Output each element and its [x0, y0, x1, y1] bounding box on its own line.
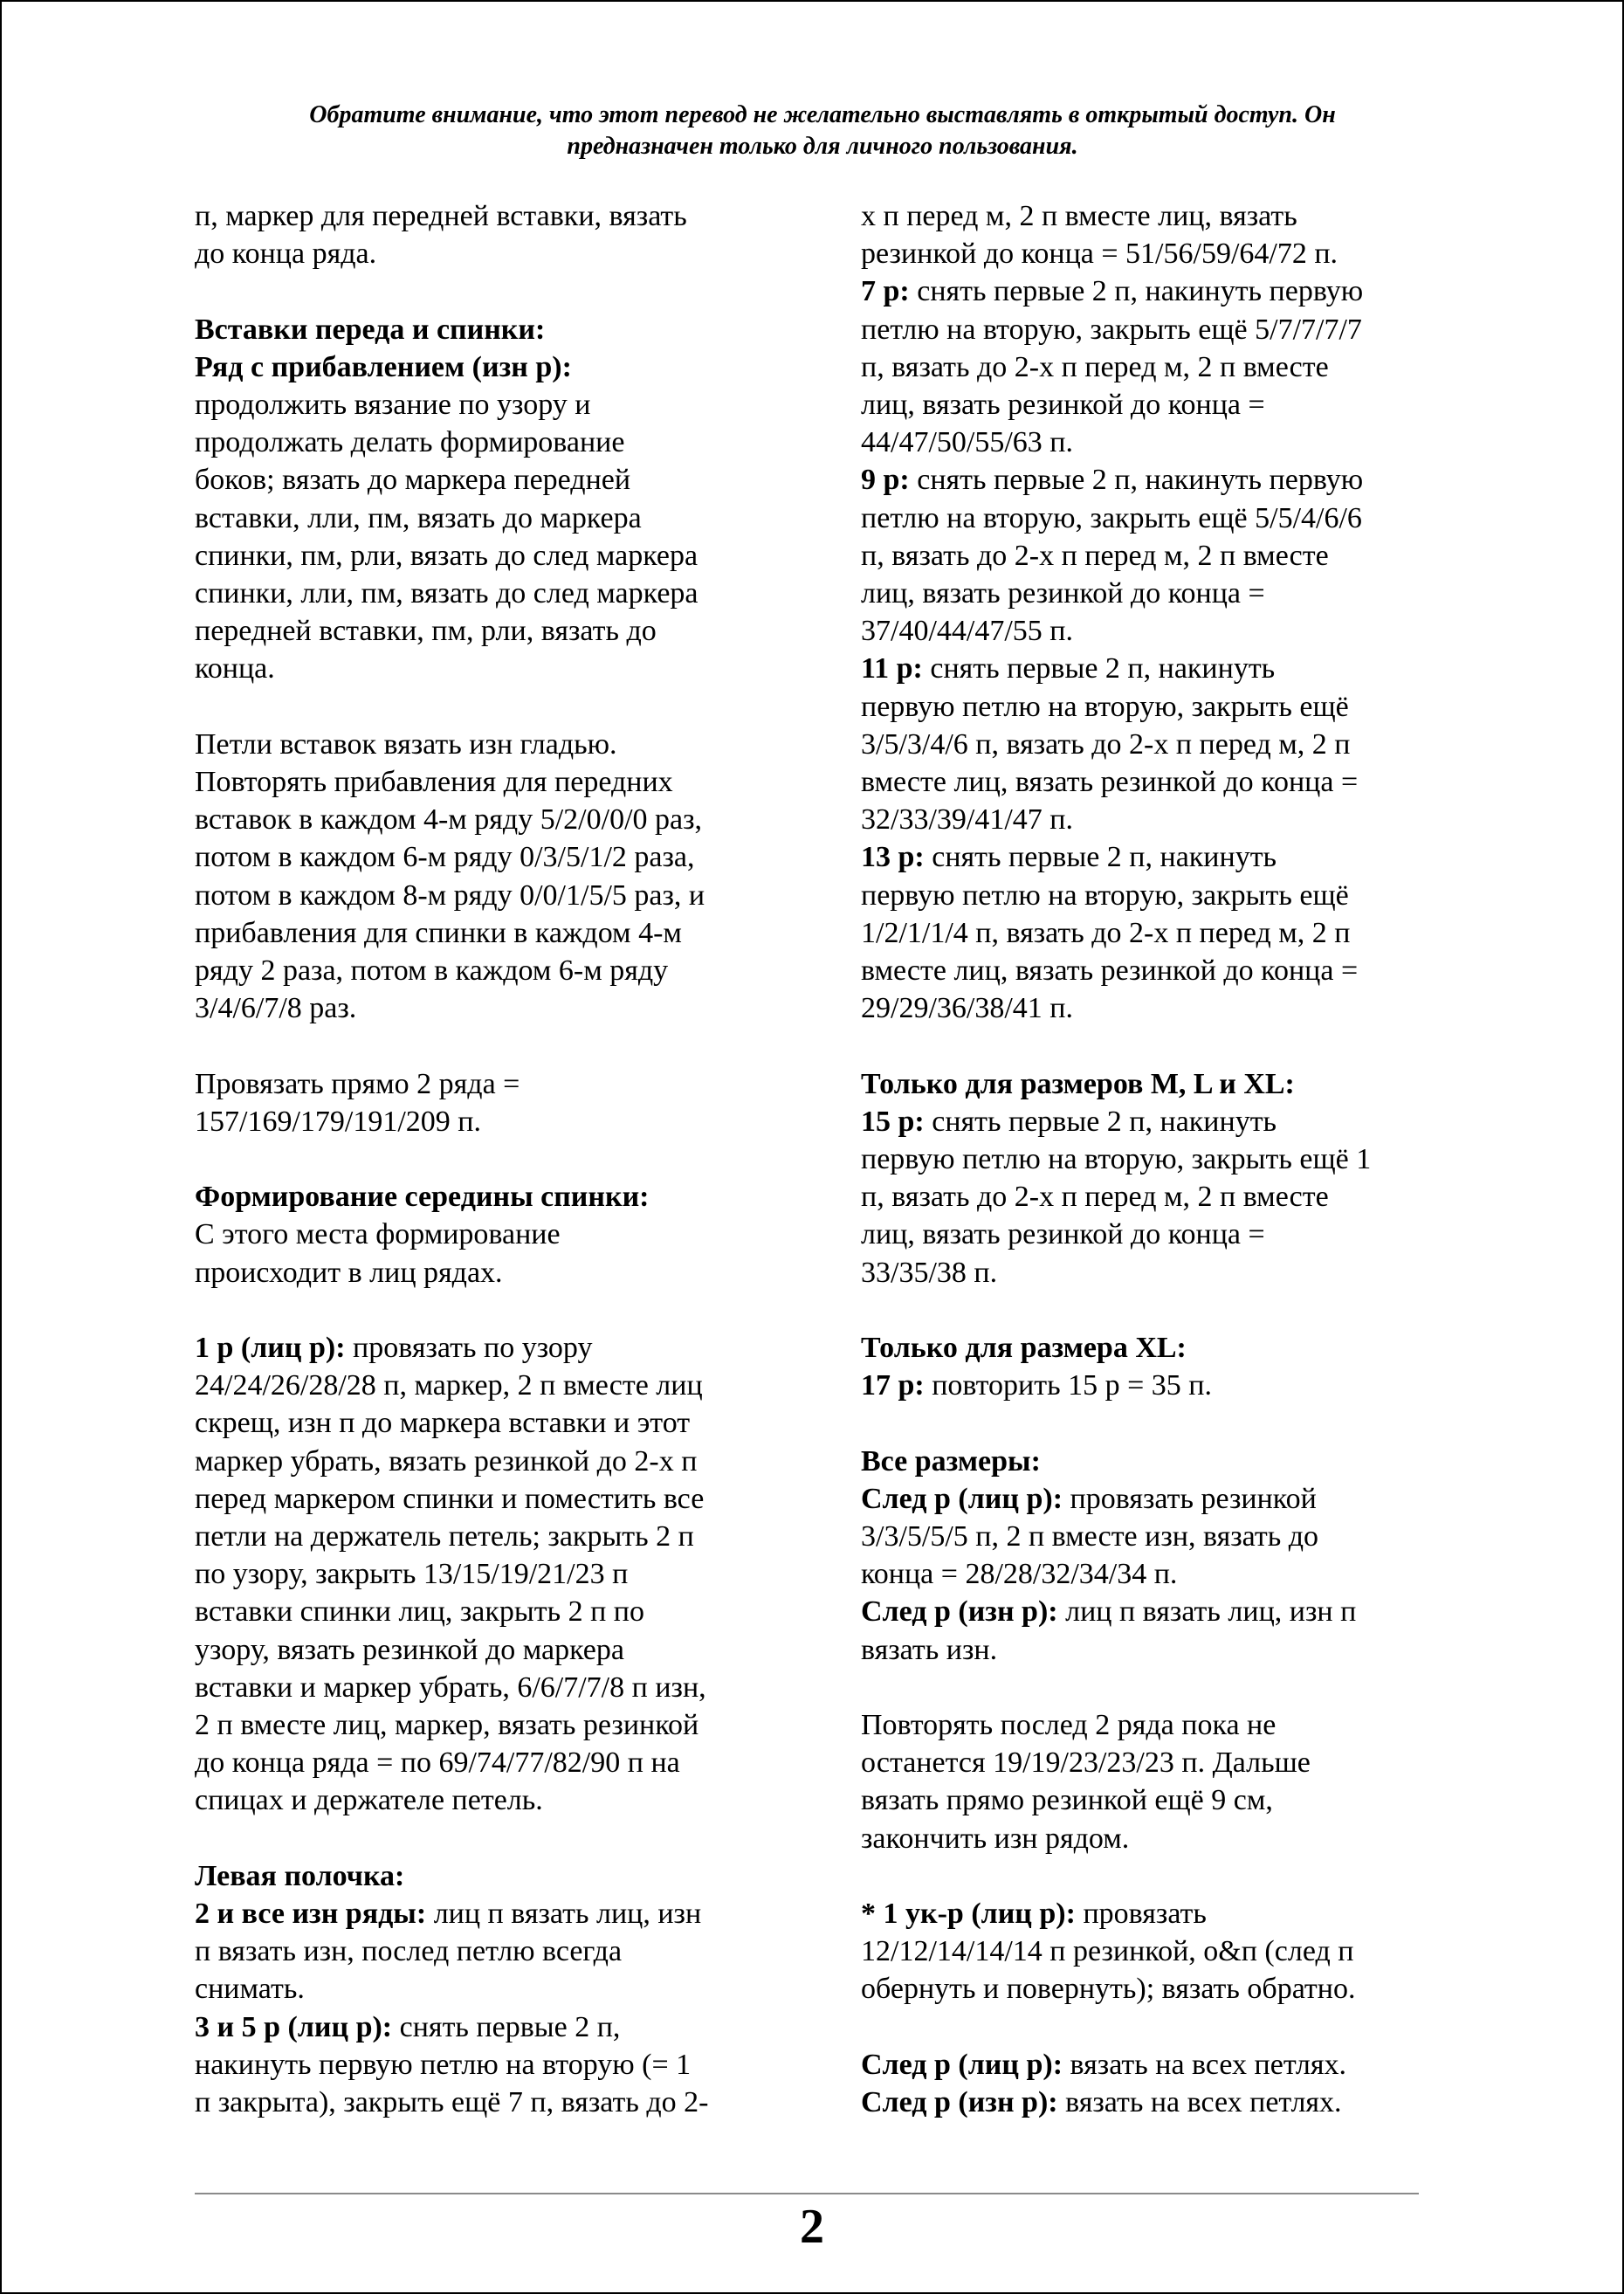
line-text: потом в каждом 8-м ряду 0/0/1/5/5 раз, и	[195, 878, 705, 912]
line-text: п закрыта), закрыть ещё 7 п, вязать до 2-	[195, 2086, 709, 2119]
text-line	[861, 1820, 1437, 1857]
bold-lead: 17 р:	[861, 1369, 925, 1402]
text-line	[861, 537, 1437, 575]
bold-lead: 1 р (лиц р):	[195, 1332, 346, 1365]
text-line	[861, 1254, 1437, 1292]
text-line	[861, 272, 1437, 310]
line-text: вставок в каждом 4-м ряду 5/2/0/0/0 раз,	[195, 803, 703, 837]
bold-lead: Только для размеров M, L и XL:	[861, 1067, 1295, 1100]
text-line	[195, 1706, 806, 1744]
line-text: вставки спинки лиц, закрыть 2 п по	[195, 1595, 644, 1629]
text-line	[195, 1669, 806, 1706]
line-text: п вязать изн, послед петлю всегда	[195, 1935, 623, 1968]
bold-lead: Формирование середины спинки:	[195, 1181, 650, 1214]
bold-lead: Левая полочка:	[195, 1859, 405, 1892]
line-text: п, вязать до 2-х п перед м, 2 п вместе	[861, 539, 1329, 572]
line-text: снять первые 2 п, накинуть первую	[909, 275, 1364, 308]
line-text: накинуть первую петлю на вторую (= 1	[195, 2048, 692, 2081]
line-text: первую петлю на вторую, закрыть ещё 1	[861, 1143, 1372, 1176]
text-line	[195, 386, 806, 424]
line-text: лиц, вязать резинкой до конца =	[861, 389, 1265, 422]
text-line	[195, 989, 806, 1027]
bold-lead: * 1 ук-р (лиц р):	[861, 1898, 1076, 1931]
text-line	[861, 1140, 1437, 1178]
line-text: резинкой до конца = 51/56/59/64/72 п.	[861, 238, 1338, 271]
line-text: вязать изн.	[861, 1633, 998, 1666]
text-line	[861, 1329, 1437, 1367]
text-line	[195, 575, 806, 612]
text-line	[195, 1065, 806, 1103]
line-text: вставки и маркер убрать, 6/6/7/7/8 п изн,	[195, 1671, 706, 1704]
text-line	[195, 726, 806, 763]
line-text: прибавления для спинки в каждом 4-м	[195, 916, 682, 949]
line-text: до конца ряда.	[195, 238, 377, 271]
line-text: ряду 2 раза, потом в каждом 6-м ряду	[195, 954, 669, 988]
line-text: 3/5/3/4/6 п, вязать до 2-х п перед м, 2 п	[861, 727, 1351, 761]
notice-line-1: Обратите внимание, что этот перевод не желательно выставлять в открытый доступ. Он	[309, 101, 1336, 128]
line-text: лиц п вязать лиц, изн п	[1057, 1595, 1357, 1629]
text-line	[195, 1895, 806, 1932]
line-text: закончить изн рядом.	[861, 1822, 1130, 1855]
text-line	[861, 1932, 1437, 1970]
text-line	[861, 952, 1437, 989]
text-line	[195, 1404, 806, 1442]
line-text: 157/169/179/191/209 п.	[195, 1105, 481, 1138]
text-line	[861, 1103, 1437, 1140]
text-line	[861, 726, 1437, 763]
text-line	[861, 348, 1437, 386]
text-line	[861, 2084, 1437, 2121]
line-text: снять первые 2 п, накинуть	[922, 652, 1276, 685]
line-text: 3/3/5/5/5 п, 2 п вместе изн, вязать до	[861, 1520, 1319, 1553]
text-line	[195, 2046, 806, 2084]
line-text: 32/33/39/41/47 п.	[861, 803, 1073, 837]
text-line	[195, 235, 806, 272]
text-line	[861, 2046, 1437, 2084]
right-text-column	[861, 197, 1437, 2121]
paragraph-gap	[861, 2008, 1437, 2046]
text-line	[861, 914, 1437, 952]
text-line	[861, 612, 1437, 650]
line-text: п, вязать до 2-х п перед м, 2 п вместе	[861, 350, 1329, 383]
line-text: вставки, лли, пм, вязать до маркера	[195, 501, 642, 534]
text-line	[195, 1744, 806, 1781]
text-line	[195, 1480, 806, 1518]
text-line	[195, 877, 806, 914]
bold-lead: След р (изн р):	[861, 2086, 1058, 2119]
line-text: происходит в лиц рядах.	[195, 1256, 503, 1289]
text-line	[195, 1857, 806, 1895]
bold-lead: Ряд с прибавлением (изн р):	[195, 350, 572, 383]
line-text: спинки, пм, рли, вязать до след маркера	[195, 539, 698, 572]
text-line	[195, 914, 806, 952]
line-text: провязать резинкой	[1063, 1482, 1317, 1515]
text-line	[195, 348, 806, 386]
left-text-column	[195, 197, 806, 2121]
text-line	[195, 1593, 806, 1630]
bold-lead: 11 р:	[861, 652, 923, 685]
text-line	[195, 1631, 806, 1669]
bold-lead: 13 р:	[861, 841, 925, 874]
line-text: провязать по узору	[345, 1332, 593, 1365]
text-line	[861, 1178, 1437, 1216]
text-line	[195, 952, 806, 989]
line-text: 1/2/1/1/4 п, вязать до 2-х п перед м, 2 п	[861, 916, 1351, 949]
bold-lead: 3 и 5 р (лиц р):	[195, 2010, 393, 2043]
text-line	[861, 1706, 1437, 1744]
text-line	[861, 1480, 1437, 1518]
line-text: петли на держатель петель; закрыть 2 п	[195, 1520, 694, 1553]
text-line	[861, 424, 1437, 461]
paragraph-gap	[861, 1857, 1437, 1895]
line-text: вместе лиц, вязать резинкой до конца =	[861, 954, 1359, 988]
line-text: снять первые 2 п, накинуть первую	[909, 464, 1364, 497]
line-text: маркер убрать, вязать резинкой до 2-х п	[195, 1444, 698, 1478]
text-line	[861, 461, 1437, 499]
line-text: конца.	[195, 652, 275, 685]
text-line	[861, 763, 1437, 801]
text-line	[195, 650, 806, 687]
paragraph-gap	[195, 1027, 806, 1064]
text-line	[195, 612, 806, 650]
line-text: конца = 28/28/32/34/34 п.	[861, 1558, 1178, 1591]
text-line	[195, 461, 806, 499]
text-line	[861, 688, 1437, 726]
line-text: перед маркером спинки и поместить все	[195, 1482, 705, 1515]
paragraph-gap	[861, 1292, 1437, 1329]
line-text: потом в каждом 6-м ряду 0/3/5/1/2 раза,	[195, 841, 695, 874]
line-text: п, вязать до 2-х п перед м, 2 п вместе	[861, 1181, 1329, 1214]
paragraph-gap	[195, 1820, 806, 1857]
bold-lead: Все размеры:	[861, 1444, 1041, 1478]
text-line	[861, 197, 1437, 235]
text-line	[861, 877, 1437, 914]
bold-lead: Только для размера XL:	[861, 1332, 1187, 1365]
line-text: снять первые 2 п, накинуть	[924, 1105, 1277, 1138]
paragraph-gap	[195, 272, 806, 310]
text-line	[195, 1555, 806, 1593]
line-text: первую петлю на вторую, закрыть ещё	[861, 690, 1349, 723]
text-line	[861, 1065, 1437, 1103]
line-text: 3/4/6/7/8 раз.	[195, 992, 357, 1025]
line-text: снять первые 2 п, накинуть	[924, 841, 1277, 874]
line-text: лиц, вязать резинкой до конца =	[861, 1218, 1265, 1251]
line-text: лиц, вязать резинкой до конца =	[861, 577, 1265, 610]
line-text: 29/29/36/38/41 п.	[861, 992, 1073, 1025]
text-line	[195, 1103, 806, 1140]
line-text: продолжать делать формирование	[195, 426, 625, 459]
line-text: 33/35/38 п.	[861, 1256, 998, 1289]
text-line	[195, 2084, 806, 2121]
text-line	[195, 499, 806, 537]
line-text: снять первые 2 п,	[392, 2010, 621, 2043]
line-text: повторить 15 р = 35 п.	[924, 1369, 1212, 1402]
line-text: лиц п вязать лиц, изн	[426, 1898, 702, 1931]
bold-lead: 2 и все изн ряды:	[195, 1898, 427, 1931]
line-text: передней вставки, пм, рли, вязать до	[195, 615, 657, 648]
footer-divider	[195, 2193, 1419, 2194]
line-text: вязать на всех петлях.	[1057, 2086, 1342, 2119]
line-text: вместе лиц, вязать резинкой до конца =	[861, 766, 1359, 799]
text-line	[195, 1254, 806, 1292]
line-text: Повторять послед 2 ряда пока не	[861, 1709, 1276, 1742]
text-line	[861, 499, 1437, 537]
text-line	[195, 424, 806, 461]
text-line	[195, 801, 806, 838]
line-text: Повторять прибавления для передних	[195, 766, 673, 799]
bold-lead: 9 р:	[861, 464, 910, 497]
line-text: 12/12/14/14/14 п резинкой, о&п (след п	[861, 1935, 1354, 1968]
page-number: 2	[800, 2200, 824, 2254]
line-text: боков; вязать до маркера передней	[195, 464, 631, 497]
bold-lead: 7 р:	[861, 275, 910, 308]
line-text: х п перед м, 2 п вместе лиц, вязать	[861, 200, 1297, 232]
bold-lead: След р (лиц р):	[861, 2048, 1063, 2081]
paragraph-gap	[861, 1669, 1437, 1706]
text-line	[861, 838, 1437, 876]
text-line	[861, 1518, 1437, 1555]
distribution-notice	[185, 100, 1460, 162]
text-line	[861, 650, 1437, 687]
text-line	[861, 575, 1437, 612]
text-line	[195, 1970, 806, 2008]
text-line	[861, 311, 1437, 348]
text-line	[861, 1593, 1437, 1630]
line-text: 24/24/26/28/28 п, маркер, 2 п вместе лиц	[195, 1369, 703, 1402]
paragraph-gap	[861, 1404, 1437, 1442]
text-line	[861, 386, 1437, 424]
line-text: спинки, лли, пм, вязать до след маркера	[195, 577, 698, 610]
text-line	[861, 235, 1437, 272]
text-line	[195, 2008, 806, 2046]
line-text: вязать на всех петлях.	[1063, 2048, 1346, 2081]
line-text: останется 19/19/23/23/23 п. Дальше	[861, 1746, 1311, 1780]
text-line	[861, 1216, 1437, 1253]
text-line	[195, 1329, 806, 1367]
text-line	[195, 1781, 806, 1819]
line-text: продолжить вязание по узору и	[195, 389, 591, 421]
bold-lead: След р (изн р):	[861, 1595, 1058, 1629]
bold-lead: Вставки переда и спинки:	[195, 313, 546, 346]
text-line	[195, 1518, 806, 1555]
line-text: Петли вставок вязать изн гладью.	[195, 727, 617, 761]
text-line	[195, 1216, 806, 1253]
paragraph-gap	[195, 688, 806, 726]
line-text: петлю на вторую, закрыть ещё 5/5/4/6/6	[861, 501, 1362, 534]
paragraph-gap	[861, 1027, 1437, 1064]
line-text: скрещ, изн п до маркера вставки и этот	[195, 1407, 691, 1440]
text-line	[195, 1443, 806, 1480]
text-line	[195, 311, 806, 348]
text-line	[861, 1781, 1437, 1819]
line-text: первую петлю на вторую, закрыть ещё	[861, 878, 1349, 912]
paragraph-gap	[195, 1140, 806, 1178]
line-text: снимать.	[195, 1973, 305, 2006]
text-line	[861, 1895, 1437, 1932]
text-line	[195, 1178, 806, 1216]
line-text: провязать	[1075, 1898, 1207, 1931]
line-text: Провязать прямо 2 ряда =	[195, 1067, 520, 1100]
text-line	[861, 989, 1437, 1027]
line-text: 37/40/44/47/55 п.	[861, 615, 1073, 648]
text-line	[861, 1367, 1437, 1404]
paragraph-gap	[195, 1292, 806, 1329]
line-text: 44/47/50/55/63 п.	[861, 426, 1073, 459]
text-line	[195, 763, 806, 801]
line-text: п, маркер для передней вставки, вязать	[195, 200, 687, 232]
text-line	[861, 1555, 1437, 1593]
notice-line-2: предназначен только для личного пользования.	[567, 133, 1078, 160]
text-line	[861, 1631, 1437, 1669]
line-text: спицах и держателе петель.	[195, 1784, 543, 1817]
line-text: по узору, закрыть 13/15/19/21/23 п	[195, 1558, 629, 1591]
text-line	[195, 197, 806, 235]
line-text: С этого места формирование	[195, 1218, 561, 1251]
line-text: петлю на вторую, закрыть ещё 5/7/7/7/7	[861, 313, 1362, 346]
text-line	[861, 1970, 1437, 2008]
line-text: вязать прямо резинкой ещё 9 см,	[861, 1784, 1273, 1817]
text-line	[861, 801, 1437, 838]
line-text: обернуть и повернуть); вязать обратно.	[861, 1973, 1356, 2006]
text-line	[195, 838, 806, 876]
text-line	[861, 1443, 1437, 1480]
bold-lead: След р (лиц р):	[861, 1482, 1063, 1515]
line-text: узору, вязать резинкой до маркера	[195, 1633, 624, 1666]
text-line	[195, 1367, 806, 1404]
text-line	[195, 1932, 806, 1970]
text-line	[861, 1744, 1437, 1781]
text-line	[195, 537, 806, 575]
bold-lead: 15 р:	[861, 1105, 925, 1138]
line-text: до конца ряда = по 69/74/77/82/90 п на	[195, 1746, 680, 1780]
line-text: 2 п вместе лиц, маркер, вязать резинкой	[195, 1709, 699, 1742]
